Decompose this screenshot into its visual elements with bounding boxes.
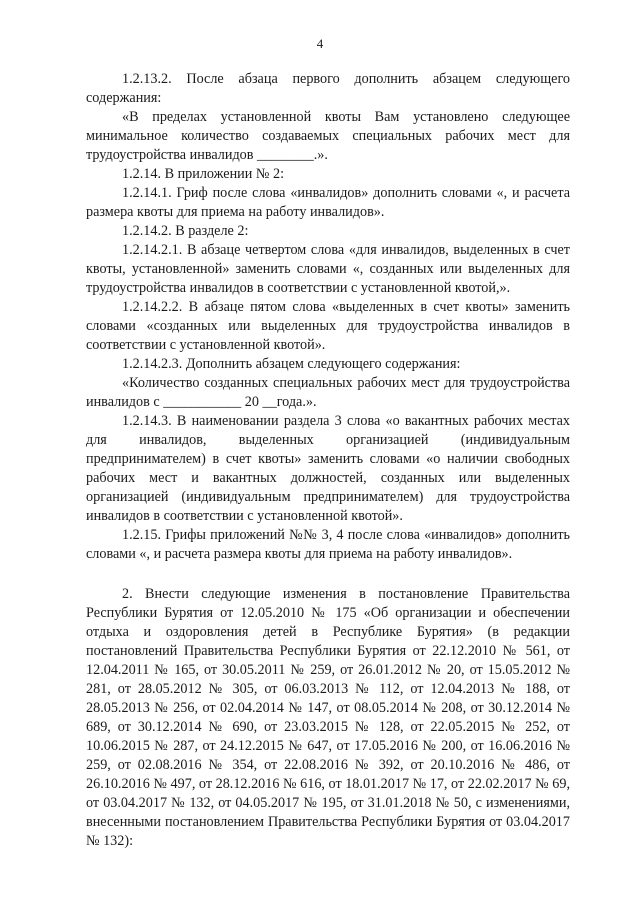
paragraph-quote-quota: «В пределах установленной квоты Вам установлено следующее минимальное количество создаваемых специальных рабочих мест для трудоустройства инвалидов ________.». bbox=[86, 109, 570, 163]
paragraph-1-2-14-2: 1.2.14.2. В разделе 2: bbox=[122, 223, 249, 239]
paragraph-1-2-14-2-3: 1.2.14.2.3. Дополнить абзацем следующего содержания: bbox=[122, 356, 461, 372]
paragraph-1-2-14-3: 1.2.14.3. В наименовании раздела 3 слова «о вакантных рабочих местах для инвалидов, выделенных организацией (индивидуальным предпринимателем) в счет квоты» заменить словами «о наличии свободных рабочих мест и вакантных должностей, созданных или выделенных организацией (индивидуальным предпринимателем) для трудоустройства инвалидов в соответствии с установленной квотой». bbox=[86, 413, 570, 524]
page-number: 4 bbox=[316, 36, 324, 51]
paragraph-1-2-14-2-1: 1.2.14.2.1. В абзаце четвертом слова «для инвалидов, выделенных в счет квоты, установленной» заменить словами «, созданных или выделенных для трудоустройства инвалидов в соответствии с установленной квотой,». bbox=[86, 242, 570, 296]
document-body bbox=[86, 70, 570, 851]
paragraph-2: 2. Внести следующие изменения в постановление Правительства Республики Бурятия от 12.05.2010 № 175 «Об организации и обеспечении отдыха и оздоровления детей в Республике Бурятия» (в редакции постановлений Правительства Республики Бурятия от 22.12.2010 № 561, от 12.04.2011 № 165, от 30.05.2011 № 259, от 26.01.2012 № 20, от 15.05.2012 № 281, от 28.05.2012 № 305, от 06.03.2013 № 112, от 12.04.2013 № 188, от 28.05.2013 № 256, от 02.04.2014 № 147, от 08.05.2014 № 208, от 30.12.2014 № 689, от 30.12.2014 № 690, от 23.03.2015 № 128, от 22.05.2015 № 252, от 10.06.2015 № 287, от 24.12.2015 № 647, от 17.05.2016 № 200, от 16.06.2016 № 259, от 02.08.2016 № 354, от 22.08.2016 № 392, от 20.10.2016 № 486, от 26.10.2016 № 497, от 28.12.2016 № 616, от 18.01.2017 № 17, от 22.02.2017 № 69, от 03.04.2017 № 132, от 04.05.2017 № 195, от 31.01.2018 № 50, с изменениями, внесенными постановлением Правительства Республики Бурятия от 03.04.2017 № 132): bbox=[86, 586, 570, 849]
paragraph-quote-count: «Количество созданных специальных рабочих мест для трудоустройства инвалидов с ___________ 20 __года.». bbox=[86, 375, 570, 410]
paragraph-1-2-15: 1.2.15. Грифы приложений №№ 3, 4 после слова «инвалидов» дополнить словами «, и расчета размера квоты для приема на работу инвалидов». bbox=[86, 527, 570, 562]
paragraph-1-2-14-2-2: 1.2.14.2.2. В абзаце пятом слова «выделенных в счет квоты» заменить словами «созданных или выделенных для трудоустройства инвалидов в соответствии с установленной квотой». bbox=[86, 299, 570, 353]
paragraph-1-2-14-1: 1.2.14.1. Гриф после слова «инвалидов» дополнить словами «, и расчета размера квоты для приема на работу инвалидов». bbox=[86, 185, 570, 220]
paragraph-1-2-13-2: 1.2.13.2. После абзаца первого дополнить абзацем следующего содержания: bbox=[86, 71, 570, 106]
paragraph-1-2-14: 1.2.14. В приложении № 2: bbox=[122, 166, 285, 182]
